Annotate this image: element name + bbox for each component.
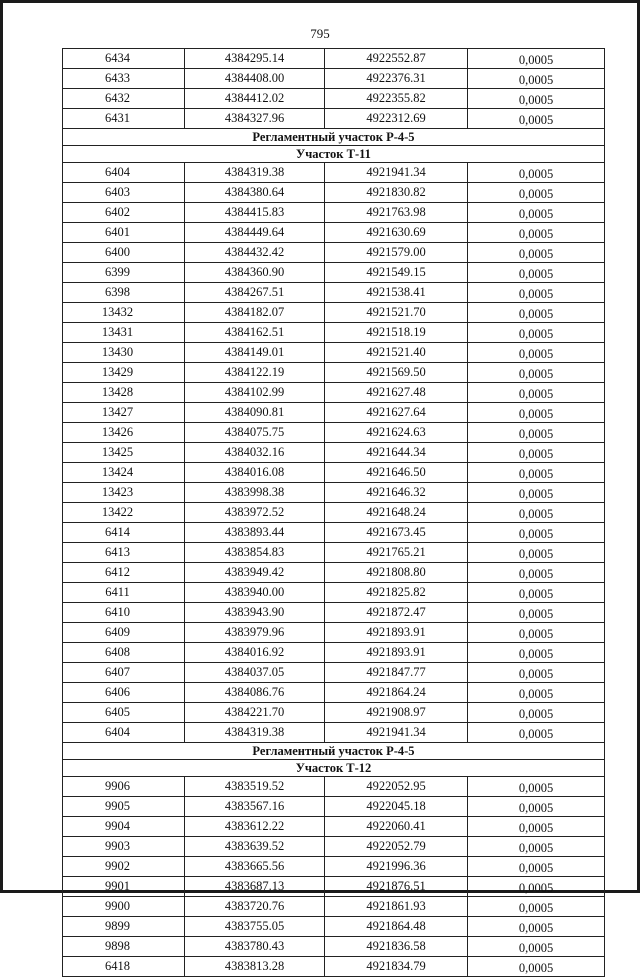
y-coordinate-cell: 4921847.77 — [325, 663, 468, 683]
table-row — [63, 323, 605, 343]
y-coordinate-cell: 4921763.98 — [325, 203, 468, 223]
accuracy-cell: 0,0005 — [468, 663, 605, 683]
y-coordinate-cell: 4921825.82 — [325, 583, 468, 603]
table-row — [63, 423, 605, 443]
point-number-cell: 9906 — [63, 777, 185, 797]
accuracy-cell: 0,0005 — [468, 49, 605, 69]
x-coordinate-cell: 4384016.92 — [185, 643, 325, 663]
y-coordinate-cell: 4921765.21 — [325, 543, 468, 563]
accuracy-cell: 0,0005 — [468, 583, 605, 603]
accuracy-cell: 0,0005 — [468, 503, 605, 523]
y-coordinate-cell: 4921569.50 — [325, 363, 468, 383]
x-coordinate-cell: 4384182.07 — [185, 303, 325, 323]
subsection-heading-text: Участок Т-12 — [63, 760, 605, 777]
y-coordinate-cell: 4921646.50 — [325, 463, 468, 483]
point-number-cell: 6398 — [63, 283, 185, 303]
point-number-cell: 9898 — [63, 937, 185, 957]
x-coordinate-cell: 4384090.81 — [185, 403, 325, 423]
table-row — [63, 523, 605, 543]
accuracy-cell: 0,0005 — [468, 897, 605, 917]
y-coordinate-cell: 4922052.79 — [325, 837, 468, 857]
point-number-cell: 13422 — [63, 503, 185, 523]
point-number-cell: 6407 — [63, 663, 185, 683]
table-row — [63, 897, 605, 917]
table-row — [63, 683, 605, 703]
accuracy-cell: 0,0005 — [468, 383, 605, 403]
point-number-cell: 6401 — [63, 223, 185, 243]
y-coordinate-cell: 4921941.34 — [325, 723, 468, 743]
x-coordinate-cell: 4384037.05 — [185, 663, 325, 683]
point-number-cell: 6413 — [63, 543, 185, 563]
coordinates-table — [62, 48, 605, 977]
x-coordinate-cell: 4384075.75 — [185, 423, 325, 443]
point-number-cell: 9899 — [63, 917, 185, 937]
point-number-cell: 13429 — [63, 363, 185, 383]
x-coordinate-cell: 4384162.51 — [185, 323, 325, 343]
y-coordinate-cell: 4921830.82 — [325, 183, 468, 203]
y-coordinate-cell: 4921836.58 — [325, 937, 468, 957]
y-coordinate-cell: 4921579.00 — [325, 243, 468, 263]
x-coordinate-cell: 4383639.52 — [185, 837, 325, 857]
table-row — [63, 643, 605, 663]
point-number-cell: 13432 — [63, 303, 185, 323]
x-coordinate-cell: 4383720.76 — [185, 897, 325, 917]
x-coordinate-cell: 4384149.01 — [185, 343, 325, 363]
point-number-cell: 13426 — [63, 423, 185, 443]
point-number-cell: 6403 — [63, 183, 185, 203]
point-number-cell: 9905 — [63, 797, 185, 817]
x-coordinate-cell: 4383854.83 — [185, 543, 325, 563]
table-row — [63, 797, 605, 817]
x-coordinate-cell: 4384432.42 — [185, 243, 325, 263]
point-number-cell: 6404 — [63, 723, 185, 743]
accuracy-cell: 0,0005 — [468, 163, 605, 183]
point-number-cell: 6433 — [63, 69, 185, 89]
accuracy-cell: 0,0005 — [468, 463, 605, 483]
section-heading — [63, 743, 605, 760]
accuracy-cell: 0,0005 — [468, 343, 605, 363]
accuracy-cell: 0,0005 — [468, 223, 605, 243]
accuracy-cell: 0,0005 — [468, 323, 605, 343]
x-coordinate-cell: 4383940.00 — [185, 583, 325, 603]
x-coordinate-cell: 4384412.02 — [185, 89, 325, 109]
point-number-cell: 13431 — [63, 323, 185, 343]
point-number-cell: 9904 — [63, 817, 185, 837]
table-row — [63, 777, 605, 797]
section-heading-text: Регламентный участок Р-4-5 — [63, 129, 605, 146]
table-row — [63, 283, 605, 303]
point-number-cell: 9903 — [63, 837, 185, 857]
y-coordinate-cell: 4922376.31 — [325, 69, 468, 89]
y-coordinate-cell: 4921549.15 — [325, 263, 468, 283]
point-number-cell: 6418 — [63, 957, 185, 977]
x-coordinate-cell: 4384221.70 — [185, 703, 325, 723]
point-number-cell: 9901 — [63, 877, 185, 897]
section-heading-text: Регламентный участок Р-4-5 — [63, 743, 605, 760]
point-number-cell: 6431 — [63, 109, 185, 129]
x-coordinate-cell: 4383813.28 — [185, 957, 325, 977]
y-coordinate-cell: 4921648.24 — [325, 503, 468, 523]
x-coordinate-cell: 4384380.64 — [185, 183, 325, 203]
x-coordinate-cell: 4384032.16 — [185, 443, 325, 463]
point-number-cell: 6432 — [63, 89, 185, 109]
x-coordinate-cell: 4384267.51 — [185, 283, 325, 303]
x-coordinate-cell: 4383979.96 — [185, 623, 325, 643]
accuracy-cell: 0,0005 — [468, 603, 605, 623]
table-row — [63, 109, 605, 129]
point-number-cell: 13424 — [63, 463, 185, 483]
table-row — [63, 203, 605, 223]
y-coordinate-cell: 4921521.40 — [325, 343, 468, 363]
x-coordinate-cell: 4383893.44 — [185, 523, 325, 543]
y-coordinate-cell: 4922552.87 — [325, 49, 468, 69]
y-coordinate-cell: 4921864.24 — [325, 683, 468, 703]
point-number-cell: 6405 — [63, 703, 185, 723]
accuracy-cell: 0,0005 — [468, 723, 605, 743]
point-number-cell: 6402 — [63, 203, 185, 223]
x-coordinate-cell: 4383998.38 — [185, 483, 325, 503]
table-row — [63, 49, 605, 69]
point-number-cell: 6409 — [63, 623, 185, 643]
point-number-cell: 6410 — [63, 603, 185, 623]
y-coordinate-cell: 4921644.34 — [325, 443, 468, 463]
x-coordinate-cell: 4383612.22 — [185, 817, 325, 837]
accuracy-cell: 0,0005 — [468, 363, 605, 383]
point-number-cell: 9902 — [63, 857, 185, 877]
table-row — [63, 603, 605, 623]
x-coordinate-cell: 4383780.43 — [185, 937, 325, 957]
y-coordinate-cell: 4921521.70 — [325, 303, 468, 323]
y-coordinate-cell: 4921893.91 — [325, 623, 468, 643]
y-coordinate-cell: 4921861.93 — [325, 897, 468, 917]
accuracy-cell: 0,0005 — [468, 403, 605, 423]
y-coordinate-cell: 4922052.95 — [325, 777, 468, 797]
x-coordinate-cell: 4384086.76 — [185, 683, 325, 703]
accuracy-cell: 0,0005 — [468, 203, 605, 223]
table-row — [63, 723, 605, 743]
accuracy-cell: 0,0005 — [468, 563, 605, 583]
table-row — [63, 343, 605, 363]
table-row — [63, 957, 605, 977]
accuracy-cell: 0,0005 — [468, 623, 605, 643]
table-row — [63, 563, 605, 583]
point-number-cell: 9900 — [63, 897, 185, 917]
y-coordinate-cell: 4921627.64 — [325, 403, 468, 423]
point-number-cell: 13427 — [63, 403, 185, 423]
table-row — [63, 623, 605, 643]
accuracy-cell: 0,0005 — [468, 837, 605, 857]
table-row — [63, 817, 605, 837]
x-coordinate-cell: 4384408.00 — [185, 69, 325, 89]
x-coordinate-cell: 4383755.05 — [185, 917, 325, 937]
point-number-cell: 6414 — [63, 523, 185, 543]
accuracy-cell: 0,0005 — [468, 183, 605, 203]
x-coordinate-cell: 4384319.38 — [185, 163, 325, 183]
x-coordinate-cell: 4384016.08 — [185, 463, 325, 483]
accuracy-cell: 0,0005 — [468, 957, 605, 977]
accuracy-cell: 0,0005 — [468, 683, 605, 703]
x-coordinate-cell: 4383567.16 — [185, 797, 325, 817]
accuracy-cell: 0,0005 — [468, 917, 605, 937]
y-coordinate-cell: 4921673.45 — [325, 523, 468, 543]
point-number-cell: 6404 — [63, 163, 185, 183]
y-coordinate-cell: 4921518.19 — [325, 323, 468, 343]
table-row — [63, 583, 605, 603]
table-row — [63, 703, 605, 723]
y-coordinate-cell: 4921876.51 — [325, 877, 468, 897]
accuracy-cell: 0,0005 — [468, 303, 605, 323]
table-row — [63, 263, 605, 283]
accuracy-cell: 0,0005 — [468, 89, 605, 109]
table-row — [63, 937, 605, 957]
table-row — [63, 483, 605, 503]
accuracy-cell: 0,0005 — [468, 937, 605, 957]
accuracy-cell: 0,0005 — [468, 283, 605, 303]
accuracy-cell: 0,0005 — [468, 483, 605, 503]
x-coordinate-cell: 4384327.96 — [185, 109, 325, 129]
accuracy-cell: 0,0005 — [468, 877, 605, 897]
point-number-cell: 6412 — [63, 563, 185, 583]
accuracy-cell: 0,0005 — [468, 857, 605, 877]
table-row — [63, 503, 605, 523]
point-number-cell: 6400 — [63, 243, 185, 263]
accuracy-cell: 0,0005 — [468, 643, 605, 663]
table-row — [63, 443, 605, 463]
table-row — [63, 663, 605, 683]
x-coordinate-cell: 4383665.56 — [185, 857, 325, 877]
x-coordinate-cell: 4384360.90 — [185, 263, 325, 283]
accuracy-cell: 0,0005 — [468, 523, 605, 543]
y-coordinate-cell: 4922060.41 — [325, 817, 468, 837]
y-coordinate-cell: 4922045.18 — [325, 797, 468, 817]
table-row — [63, 243, 605, 263]
table-row — [63, 363, 605, 383]
subsection-heading — [63, 146, 605, 163]
y-coordinate-cell: 4921941.34 — [325, 163, 468, 183]
point-number-cell: 6406 — [63, 683, 185, 703]
y-coordinate-cell: 4921808.80 — [325, 563, 468, 583]
point-number-cell: 6408 — [63, 643, 185, 663]
subsection-heading — [63, 760, 605, 777]
y-coordinate-cell: 4921996.36 — [325, 857, 468, 877]
x-coordinate-cell: 4383972.52 — [185, 503, 325, 523]
accuracy-cell: 0,0005 — [468, 817, 605, 837]
section-heading — [63, 129, 605, 146]
point-number-cell: 6434 — [63, 49, 185, 69]
table-row — [63, 857, 605, 877]
x-coordinate-cell: 4383949.42 — [185, 563, 325, 583]
accuracy-cell: 0,0005 — [468, 109, 605, 129]
table-row — [63, 223, 605, 243]
point-number-cell: 13425 — [63, 443, 185, 463]
point-number-cell: 13428 — [63, 383, 185, 403]
y-coordinate-cell: 4921627.48 — [325, 383, 468, 403]
table-row — [63, 917, 605, 937]
y-coordinate-cell: 4921630.69 — [325, 223, 468, 243]
table-row — [63, 877, 605, 897]
table-row — [63, 463, 605, 483]
table-row — [63, 183, 605, 203]
point-number-cell: 6399 — [63, 263, 185, 283]
table-row — [63, 89, 605, 109]
point-number-cell: 13423 — [63, 483, 185, 503]
accuracy-cell: 0,0005 — [468, 443, 605, 463]
x-coordinate-cell: 4383943.90 — [185, 603, 325, 623]
x-coordinate-cell: 4384102.99 — [185, 383, 325, 403]
accuracy-cell: 0,0005 — [468, 423, 605, 443]
table-row — [63, 69, 605, 89]
table-row — [63, 543, 605, 563]
table-row — [63, 383, 605, 403]
table-row — [63, 303, 605, 323]
accuracy-cell: 0,0005 — [468, 797, 605, 817]
accuracy-cell: 0,0005 — [468, 777, 605, 797]
accuracy-cell: 0,0005 — [468, 243, 605, 263]
x-coordinate-cell: 4384319.38 — [185, 723, 325, 743]
x-coordinate-cell: 4384415.83 — [185, 203, 325, 223]
y-coordinate-cell: 4921864.48 — [325, 917, 468, 937]
x-coordinate-cell: 4384122.19 — [185, 363, 325, 383]
x-coordinate-cell: 4384449.64 — [185, 223, 325, 243]
accuracy-cell: 0,0005 — [468, 543, 605, 563]
x-coordinate-cell: 4383687.13 — [185, 877, 325, 897]
table-row — [63, 163, 605, 183]
point-number-cell: 13430 — [63, 343, 185, 363]
page-number: 795 — [310, 26, 330, 41]
subsection-heading-text: Участок Т-11 — [63, 146, 605, 163]
table-row — [63, 403, 605, 423]
y-coordinate-cell: 4921908.97 — [325, 703, 468, 723]
accuracy-cell: 0,0005 — [468, 263, 605, 283]
accuracy-cell: 0,0005 — [468, 703, 605, 723]
y-coordinate-cell: 4921872.47 — [325, 603, 468, 623]
y-coordinate-cell: 4921834.79 — [325, 957, 468, 977]
y-coordinate-cell: 4921893.91 — [325, 643, 468, 663]
y-coordinate-cell: 4922355.82 — [325, 89, 468, 109]
x-coordinate-cell: 4383519.52 — [185, 777, 325, 797]
x-coordinate-cell: 4384295.14 — [185, 49, 325, 69]
y-coordinate-cell: 4922312.69 — [325, 109, 468, 129]
y-coordinate-cell: 4921624.63 — [325, 423, 468, 443]
y-coordinate-cell: 4921538.41 — [325, 283, 468, 303]
table-row — [63, 837, 605, 857]
y-coordinate-cell: 4921646.32 — [325, 483, 468, 503]
point-number-cell: 6411 — [63, 583, 185, 603]
accuracy-cell: 0,0005 — [468, 69, 605, 89]
